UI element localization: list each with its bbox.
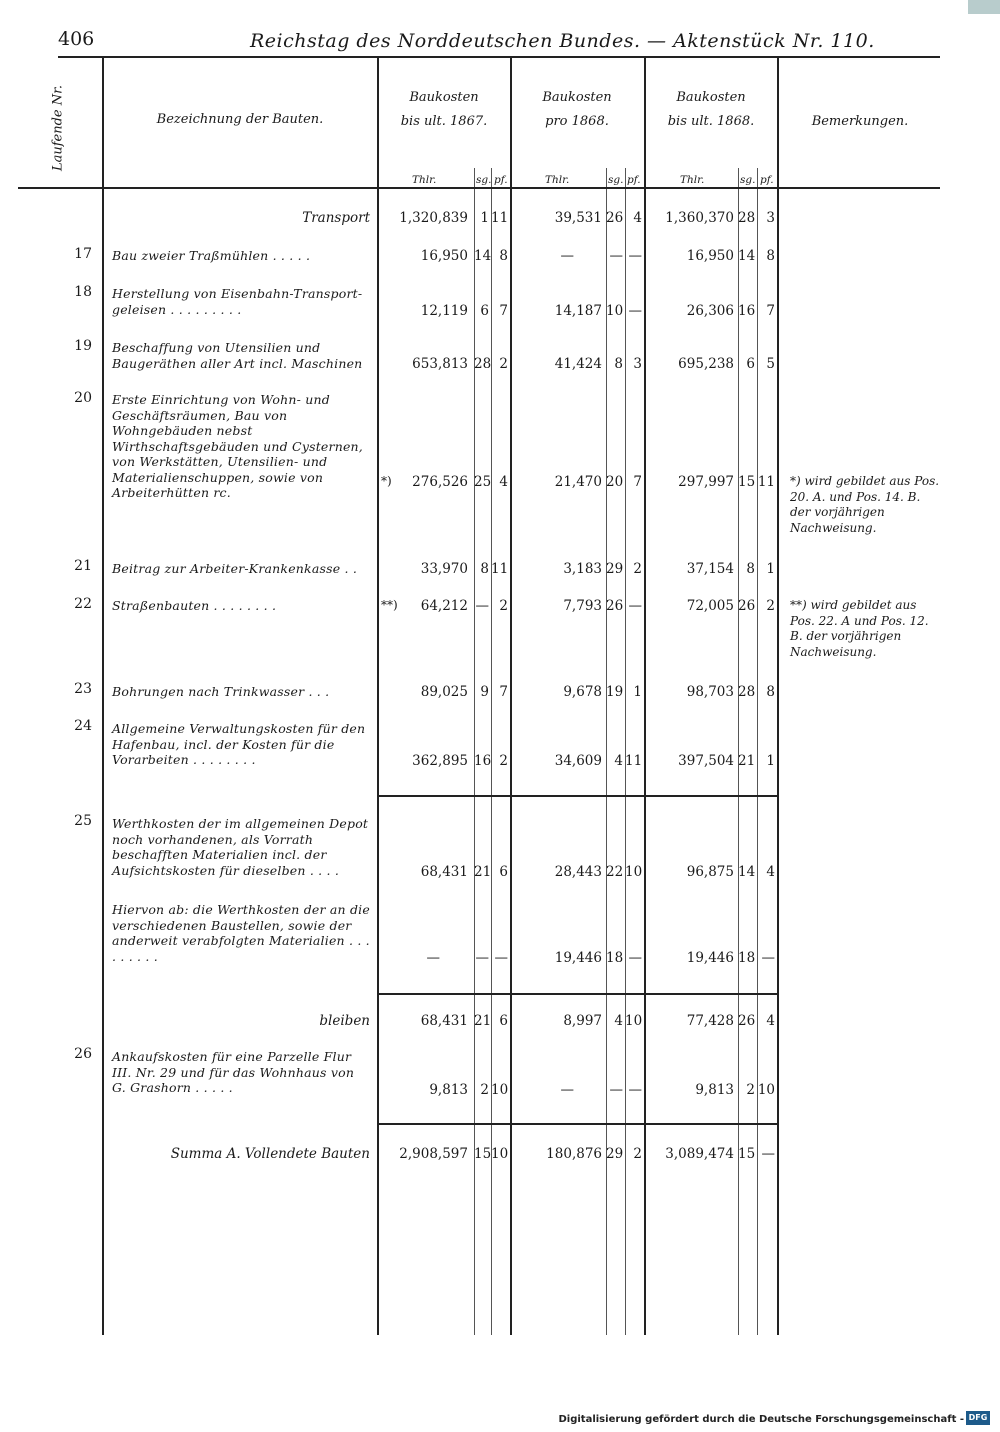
unit-sg: sg.	[476, 174, 492, 186]
unit-thlr: Thlr.	[680, 174, 705, 186]
page-number: 406	[58, 28, 95, 50]
cell-pf: —	[761, 1146, 775, 1162]
cell-pf: 7	[499, 303, 508, 319]
cell-pf: 4	[499, 474, 508, 490]
cell-thlr: 1,320,839	[399, 210, 468, 226]
row-description: Summa A. Vollendete Bauten	[170, 1146, 370, 1162]
cell-pf: 2	[633, 1146, 642, 1162]
cell-thlr: 8,997	[563, 1013, 602, 1029]
cell-pf: 11	[757, 474, 775, 490]
header-bottom-rule	[18, 187, 940, 189]
divider	[377, 58, 379, 1335]
row-number: 20	[74, 390, 92, 406]
cell-thlr: —	[426, 950, 440, 966]
cell-sg: 4	[614, 1013, 623, 1029]
cell-pf: 2	[499, 598, 508, 614]
cell-pf: 6	[499, 1013, 508, 1029]
cell-pf: 1	[633, 684, 642, 700]
cell-pf: —	[494, 950, 508, 966]
divider	[777, 58, 779, 1335]
cell-thlr: 77,428	[686, 1013, 734, 1029]
cell-pf: —	[628, 303, 642, 319]
cell-thlr: 297,997	[678, 474, 734, 490]
cell-pf: 11	[491, 210, 509, 226]
cell-sg: 8	[746, 561, 755, 577]
cell-thlr: —	[560, 1082, 574, 1098]
footnote-marker: *)	[381, 474, 392, 488]
column-header-baukosten-ult-1868: Baukosten bis ult. 1868.	[667, 90, 755, 129]
scan-edge-mark	[968, 0, 1000, 14]
cell-thlr: 397,504	[678, 753, 734, 769]
cell-thlr: 276,526	[412, 474, 468, 490]
unit-thlr: Thlr.	[412, 174, 437, 186]
cell-thlr: 64,212	[420, 598, 468, 614]
cell-pf: —	[628, 950, 642, 966]
row-description: bleiben	[319, 1013, 370, 1029]
cell-sg: 10	[606, 303, 624, 319]
cell-sg: —	[609, 1082, 623, 1098]
cell-sg: 14	[474, 248, 492, 264]
cell-pf: 10	[757, 1082, 775, 1098]
cell-sg: 14	[738, 864, 756, 880]
cell-sg: 2	[480, 1082, 489, 1098]
cell-pf: 2	[633, 561, 642, 577]
row-number: 19	[74, 338, 92, 354]
cell-sg: 6	[746, 356, 755, 372]
cell-pf: 8	[766, 684, 775, 700]
digitization-credit: Digitalisierung gefördert durch die Deutsche Forschungsgemeinschaft -	[558, 1414, 964, 1425]
row-number: 21	[74, 558, 92, 574]
cell-thlr: —	[560, 248, 574, 264]
cell-thlr: 19,446	[554, 950, 602, 966]
cell-sg: 28	[738, 684, 756, 700]
unit-sg: sg.	[740, 174, 756, 186]
cell-thlr: 98,703	[686, 684, 734, 700]
row-description: Beitrag zur Arbeiter-Krankenkasse . .	[112, 561, 357, 576]
cell-sg: 15	[738, 474, 756, 490]
cell-sg: —	[609, 248, 623, 264]
column-header-bezeichnung: Bezeichnung der Bauten.	[156, 112, 324, 127]
row-number: 23	[74, 681, 92, 697]
cell-pf: 1	[766, 753, 775, 769]
row-number: 18	[74, 284, 92, 300]
cell-pf: 5	[766, 356, 775, 372]
row-number: 17	[74, 246, 92, 262]
cell-sg: 21	[474, 864, 492, 880]
unit-pf: pf.	[494, 174, 508, 186]
cell-sg: 29	[606, 1146, 624, 1162]
row-description: Allgemeine Verwaltungskosten für den Hafenbau, incl. der Kosten für die Vorarbeiten . . . . . . . .	[112, 721, 366, 767]
cell-thlr: 695,238	[678, 356, 734, 372]
divider	[102, 58, 104, 1335]
row-description: Bohrungen nach Trinkwasser . . .	[112, 684, 330, 699]
cell-pf: 3	[766, 210, 775, 226]
cell-thlr: 89,025	[420, 684, 468, 700]
cell-sg: 20	[606, 474, 624, 490]
cell-pf: 4	[766, 864, 775, 880]
cell-thlr: 9,813	[429, 1082, 468, 1098]
cell-sg: 26	[606, 210, 624, 226]
cell-pf: 11	[491, 561, 509, 577]
cell-sg: —	[475, 950, 489, 966]
page-title: Reichstag des Norddeutschen Bundes. — Aktenstück Nr. 110.	[250, 30, 875, 52]
cell-sg: 16	[738, 303, 756, 319]
cell-pf: 8	[499, 248, 508, 264]
cell-pf: 7	[499, 684, 508, 700]
cell-thlr: 96,875	[686, 864, 734, 880]
cell-thlr: 33,970	[420, 561, 468, 577]
section-rule	[377, 1123, 777, 1125]
cell-sg: 21	[738, 753, 756, 769]
cell-thlr: 16,950	[420, 248, 468, 264]
cell-pf: 11	[625, 753, 643, 769]
cell-sg: 15	[738, 1146, 756, 1162]
unit-thlr: Thlr.	[545, 174, 570, 186]
cell-pf: 1	[766, 561, 775, 577]
cell-sg: —	[475, 598, 489, 614]
cell-pf: 2	[499, 753, 508, 769]
cell-sg: 21	[474, 1013, 492, 1029]
cell-thlr: 14,187	[554, 303, 602, 319]
row-description: Ankaufskosten für eine Parzelle Flur III. Nr. 29 und für das Wohnhaus von G. Grashorn . . . . .	[112, 1049, 355, 1095]
cell-thlr: 39,531	[554, 210, 602, 226]
cell-thlr: 7,793	[563, 598, 602, 614]
cell-pf: 2	[499, 356, 508, 372]
cell-thlr: 653,813	[412, 356, 468, 372]
cell-pf: 3	[633, 356, 642, 372]
column-header-bemerkungen: Bemerkungen.	[811, 114, 909, 129]
unit-pf: pf.	[760, 174, 774, 186]
row-description: Straßenbauten . . . . . . . .	[112, 598, 277, 613]
cell-sg: 4	[614, 753, 623, 769]
cell-thlr: 16,950	[686, 248, 734, 264]
cell-sg: 15	[474, 1146, 492, 1162]
cell-sg: 19	[606, 684, 624, 700]
cell-sg: 26	[738, 598, 756, 614]
cell-thlr: 2,908,597	[399, 1146, 468, 1162]
section-rule	[377, 795, 777, 797]
row-description: Transport	[302, 210, 370, 226]
column-header-baukosten-1867: Baukosten bis ult. 1867.	[400, 90, 488, 129]
cell-thlr: 34,609	[554, 753, 602, 769]
cell-pf: 4	[766, 1013, 775, 1029]
cell-sg: 25	[474, 474, 492, 490]
cell-sg: 2	[746, 1082, 755, 1098]
column-header-lfd-nr: Laufende Nr.	[50, 84, 66, 172]
row-description: Beschaffung von Utensilien und Baugeräthen aller Art incl. Maschinen	[112, 340, 363, 371]
cell-pf: 10	[625, 1013, 643, 1029]
section-rule	[377, 993, 777, 995]
cell-pf: 7	[633, 474, 642, 490]
row-number: 22	[74, 596, 92, 612]
cell-sg: 22	[606, 864, 624, 880]
row-description: Bau zweier Traßmühlen . . . . .	[112, 248, 311, 263]
remark-note: *) wird gebildet aus Pos. 20. A. und Pos. 14. B. der vorjährigen Nachweisung.	[790, 474, 940, 535]
cell-thlr: 9,678	[563, 684, 602, 700]
cell-pf: —	[628, 598, 642, 614]
dfg-logo: DFG	[966, 1411, 990, 1425]
footnote-marker: **)	[381, 598, 398, 612]
row-description: Werthkosten der im allgemeinen Depot noch vorhandenen, als Vorrath beschafften Materialien incl. der Aufsichtskosten für dieselben . . . .	[112, 816, 369, 878]
cell-pf: 2	[766, 598, 775, 614]
cell-pf: 6	[499, 864, 508, 880]
cell-thlr: 3,183	[563, 561, 602, 577]
row-description: Hiervon ab: die Werthkosten der an die verschiedenen Baustellen, sowie der anderweit verabfolgten Materialien . . . . . . . . .	[112, 902, 370, 964]
row-number: 25	[74, 813, 92, 829]
column-header-baukosten-1868: Baukosten pro 1868.	[542, 90, 612, 129]
row-number: 24	[74, 718, 92, 734]
cell-sg: 18	[738, 950, 756, 966]
cell-pf: —	[761, 950, 775, 966]
cell-thlr: 41,424	[554, 356, 602, 372]
cell-pf: —	[628, 1082, 642, 1098]
cell-sg: 6	[480, 303, 489, 319]
cell-thlr: 12,119	[420, 303, 468, 319]
cell-thlr: 1,360,370	[665, 210, 734, 226]
cell-thlr: 9,813	[695, 1082, 734, 1098]
row-description: Herstellung von Eisenbahn-Transport-geleisen . . . . . . . . .	[112, 286, 363, 317]
cell-sg: 8	[480, 561, 489, 577]
cell-pf: 7	[766, 303, 775, 319]
row-description: Erste Einrichtung von Wohn- und Geschäftsräumen, Bau von Wohngebäuden nebst Wirthschaftsgebäuden und Cysternen, von Werkstätten, Utensilien- und Materialienschuppen, sowie von Arbeiterhütten rc.	[112, 392, 363, 500]
cell-pf: 4	[633, 210, 642, 226]
cell-pf: 8	[766, 248, 775, 264]
cell-thlr: 180,876	[546, 1146, 602, 1162]
cell-thlr: 362,895	[412, 753, 468, 769]
cell-sg: 26	[738, 1013, 756, 1029]
cell-thlr: 68,431	[420, 864, 468, 880]
cell-pf: 10	[625, 864, 643, 880]
cell-thlr: 68,431	[420, 1013, 468, 1029]
cell-thlr: 19,446	[686, 950, 734, 966]
cell-sg: 18	[606, 950, 624, 966]
unit-sg: sg.	[608, 174, 624, 186]
cell-thlr: 37,154	[686, 561, 734, 577]
cell-pf: —	[628, 248, 642, 264]
cell-thlr: 26,306	[686, 303, 734, 319]
cell-pf: 10	[491, 1146, 509, 1162]
unit-pf: pf.	[627, 174, 641, 186]
cell-sg: 29	[606, 561, 624, 577]
cell-sg: 26	[606, 598, 624, 614]
remark-note: **) wird gebildet aus Pos. 22. A und Pos. 12. B. der vorjährigen Nachweisung.	[790, 598, 929, 659]
cell-sg: 1	[480, 210, 489, 226]
cell-pf: 10	[491, 1082, 509, 1098]
row-number: 26	[74, 1046, 92, 1062]
cell-sg: 8	[614, 356, 623, 372]
cell-thlr: 28,443	[554, 864, 602, 880]
cell-sg: 9	[480, 684, 489, 700]
header-rule	[58, 56, 940, 58]
cell-thlr: 21,470	[554, 474, 602, 490]
cell-thlr: 72,005	[686, 598, 734, 614]
cell-thlr: 3,089,474	[665, 1146, 734, 1162]
cell-sg: 28	[474, 356, 492, 372]
cell-sg: 16	[474, 753, 492, 769]
cell-sg: 28	[738, 210, 756, 226]
cell-sg: 14	[738, 248, 756, 264]
